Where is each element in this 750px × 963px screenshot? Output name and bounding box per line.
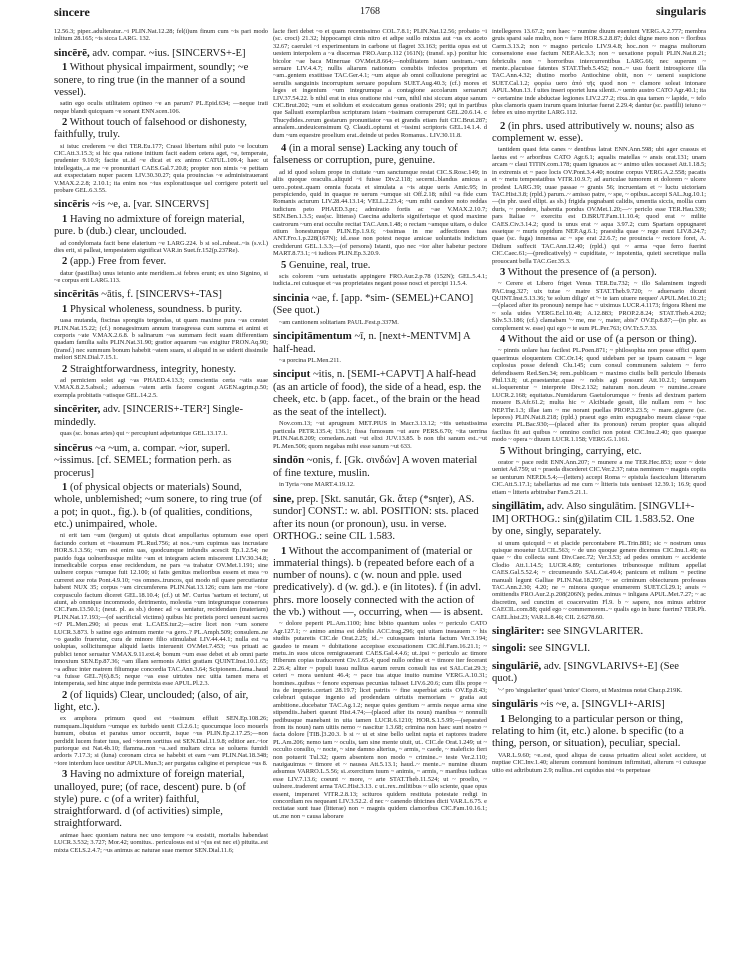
grammar-etymology: adv. [SINCERIS+-TER²] Single-mindedly. [54, 404, 243, 428]
citations: ~ Cerere et Libero friget Venus TER.Eu.732; ~ illo Salaminem ingredi PAC.trag.327; uix tutae ~ matre STAT.Theb.9.720; ~ aduersario dicunt QUINT.Inst.5.13.36; 'te solum diligo' et '~ te iam uiuere nequeo' APUL.Met.10.21;—(placed after its pronoun) nempe hac ~ uiximus LUCR.4.1173; frigora Rheni me ~ sola uides VERG.Ecl.10.48; A.12.883; PROP.2.8.24; STAT.Theb.4.202; Silv.5.3.186; (cf.) clamabam '~ me, me ~, mater, abis?' OV.Ep.8.87;—(in phr. as complement w. esse) qui ego ~ te sum PL.Per.763; OV.Tr.5.7.33. [492, 280, 706, 332]
dictionary-entry [492, 500, 706, 621]
citations: si unum quicquid ~ et placide percontabere PL.Trin.881; sic ~ nostrum unus quisque mouetur LUCIL.563; ~ de uno quoque genere dicemus CIC.Inu.1.49; ea quae ~ diu collecta sunt Div.Caec.72; Ver.3.53; ad pedes omnium ~ accidente Clodio Att.1.14.5; LUCR.4.89; centuriones tribunosque militum appellat CAES.Gal.5.52.4; ~ circumeundo SAL.Cat.49.4; panicum et milium ~ pectine manuali legunt Galliae PLIN.Nat.18.297; ~ se criminum obiecturum professus TAC.Ann.2.30; 4.20; ne ~ minora quoque enumerem SUET.Cl.29.1; anuis ~ omittendis FRO.Aur.2.p.208(206N); pedes..minus ~ inligans APUL.Met.7.27; ~ ac discretim, sed cunctim et coacervatim Fl.9. b ~ sapere, nos minus arbitror CAECIL.com.88; quid ego ~ commemorem..~ qualis ego in hunc fuerim? TER.Ph. CAEL.hist.23; VAR.L.8.46; CIL 2.6278.60. [492, 539, 706, 621]
citations: Nov.com.13; ~ut aprugnum MET.PIUS in Macr.3.13.12; ~itis uetustissima particula PETR.135.4; 136.1; fissa fumosum ~ut aure PERS.6.70; ~ita uerrina PLIN.Nat.8.209; comedam..nati ~ut elixi JUV.13.85. b non tibi sanum est..~ut PL.Men.506; quom negabas mihi esse sanum ~ut 633. [273, 420, 487, 450]
sense-definition [492, 714, 706, 751]
dictionary-entry [54, 403, 268, 437]
headword: sincēritās [54, 288, 99, 301]
grammar-etymology: ~ī, n. [next+-MENTVM] A half-head. [273, 331, 471, 355]
citations: orator ~ pace redit ENN.Ann.207; ~ munere a me TER.Hec.853; uxor ~ dote ueniet Ad.759; ut ~ praeda discederet CIC.Ver.2.37; ratus neminem ~ magnis copiis se uenturum NEP.Di.5.4;—(letters) accepi Roma ~ epistula fasciculum litterarum CIC.Att.5.17.1; tabellarius ad me cum ~ litteris tuis uenisset 12.39.1; 16.9; quod etiam ~ litteris arbitrabar Fam.5.21.1. [492, 458, 706, 496]
citations: in Tyria ~one MART.4.19.12. [279, 481, 355, 489]
sense-number: 1 [62, 62, 68, 74]
citations: ~a porcina PL.Men.211. [279, 357, 341, 365]
definition-text: (app.) Free from fever. [69, 256, 167, 268]
headword: sindōn [273, 454, 305, 467]
dictionary-entry [273, 368, 487, 450]
dictionary-entry [54, 288, 268, 399]
sense-definition [54, 62, 268, 99]
citations: ~am cantionem solitariam PAUL.Fest.p.337M. [279, 318, 399, 326]
citations: scis colorem ~um uetustatis appingere FRO.Aur.2.p.78 (152N); GEL.5.4.1; iudicia..rei cuiusque et ~as proprietates negant posse nosci et percipi 11.5.4. [273, 272, 487, 288]
entry-headline [273, 330, 487, 356]
sense-definition [54, 769, 268, 830]
sense-definition [492, 446, 706, 458]
grammar-etymology: ~a ~um, a. compar. ~ior, superl. ~issimus. [cf. SEMEL; formation perh. as procerus] [54, 442, 232, 479]
definition-text: (of physical objects or materials) Sound, whole, unblemished; ~um sonere, to ring true (of a pot; in quot., fig.). b (of qualities, conditions, etc.) unimpaired, whole. [54, 482, 262, 531]
dictionary-entry [273, 292, 487, 326]
dictionary-entry [492, 698, 706, 774]
grammar-etymology: ~itis, n. [SEMI-+CAPVT] A half-head (as an article of food), the side of a head, esp. the cheek, etc. b (app. facet., of the brain or the head as the seat of the intellect). [273, 369, 482, 418]
sense-number: 2 [500, 120, 506, 132]
dictionary-entry [492, 28, 706, 117]
entry-headline [273, 292, 487, 318]
citations: ex amphora primum quod est ~issimum effluit SEN.Ep.108.26; numquam..liquidum ~umque ex turbido uenit Cl.2.6.1; quocumque loco mouerls humum, obuius et paratus umor occurrit, isque ~us PLIN.Ep.2.17.25;—non perdidit lucem frater tuus, sed ~iorem sortitus est SEN.Dial.11.9.8; editior aer..~ior puriorque est Nat.4b.10; flamma..non ~a..sed multam circa se uoluens fumidi ardoris 7.17.3; si (luna) coronam circa se habebit et eam ~am PLIN.Nat.18.348; ~iore interdum luce uestitur APUL.Mun.3; aer purgatus caligine et perspicue ~us 8. [54, 715, 268, 767]
sense-definition [54, 482, 268, 531]
dictionary-entry [273, 330, 487, 364]
sense-number: 1 [62, 213, 68, 225]
sense-number: 2 [62, 256, 68, 268]
headword: sincērus [54, 441, 93, 454]
citations: satin ego oculis utilitatem optineo ~e an parum? PL.Epid.634; —neque irati neque blandi quicquam ~e sonant ENN.scen.106. [54, 100, 268, 115]
citations: '~' pro 'singulariter' quasi 'unice' Cicero, ut Maximus notat Char.p.219K. [498, 686, 683, 694]
citations: ad condylomata facit bene elaterium ~e LARG.224. b si sol..rubeat..~is (s.v.l.) dies erit, si palleat, tempestatem significat VAR.in Suet.fr.152(p.237Re). [54, 239, 268, 254]
entry-headline [273, 454, 487, 480]
sense-number: 2 [62, 117, 68, 129]
headword: sine, [273, 492, 295, 505]
headword: singlāriter: [492, 624, 545, 637]
dictionary-entry [492, 660, 706, 694]
headword: sincēris [54, 198, 90, 211]
headword: sinciput [273, 368, 311, 381]
sense-number: 1 [62, 482, 68, 494]
dictionary-entry [54, 442, 268, 854]
sense-number: 2 [62, 689, 68, 701]
definition-text: Without physical impairment, soundly; ~e sonere, to ring true (in the manner of a sound vessel). [54, 62, 249, 98]
continued-citations: intellegeres 13.67.2; non haec ~ numine diuum eueniunt VERG.A.2.777; membra gruis sparsi sale multo, non ~ farre HOR.S.2.8.87; dulci digne mero non ~ floribus Carm.3.13.2; non ~ magno periculo LIV.9.4.8; hoc..non ~ magna multorum consensione esse factum NEP.Alc.3.3; non ~ uexatione populi PLIN.Nat.8.21; febriculis non ~ horroribus intercurrentibus LARG.66; nec superum ~ mente..placuisse fatentes STAT.Theb.5.452; non..~ usu fuerit introspicere illa TAC.Ann.4.32; diutino morbo Antiochine obiit, non ~ ueneni suspicione SUET.Cal.1.2; φορέω uero ἀπό τῆς quod non ~ clamore soleat intonare APUL.Mun.13. f uites inseri oportet luna silenti..~ uento austro CATO Agr.40.1; ita ~ certamine inde abductae legiones LIV.2.27.2; rixa..in qua tamen ~ lapide, ~ telo plus clamoris quam irarum quam iniuriae fuerat 2.29.4; dantur (sc. pastilli) ieiuno ~ febre ex uino myrtite LARG.112. [492, 28, 706, 117]
sense-number: 1 [500, 713, 506, 725]
grammar-etymology: adv. compar. ~ius. [SINCERVS+-E] [92, 47, 246, 59]
sense-number: 3 [500, 266, 506, 278]
citations: quas (sc. bonas artes) qui ~ percupiunt adpetuntque GEL.13.17.1. [60, 430, 228, 438]
continued-citations: lacte fieri debet ~o et quam recentissimo COL.7.8.1; PLIN.Nat.12.56; probatio ~i (sc. croci) 21.32; hippocampi cinis nitro et adipe suillo mixtus aut ~us ex aceto 32.67; caerulei ~i experimentum in carbone ut flagret 33.163; peritia opus est ut uestem interpolem a ~a discernas FRO.Aur.p.112 (161N); (transf. sp.) ponitur hic bicolor ~ae baca Mineruae OV.Met.8.664;—nobilitatem istam uestram..~um seruare LIV.4.4.7; nullis aliarum nationum conubiis infectos proprium et ~am..gentem exstitisse TAC.Ger.4.1; ~um atque ab omni colluuione peregrini ac seruilis sanguinis incorruptum seruare populum SUET.Aug.40.3; (cf.) mores et leges et ingenium ~um integrumque a contagione accolarum seruarunt LIV.37.54.22. b nihil erat in eius oratione nisi ~um, nihil nisi siccum atque sanum CIC.Brut.202; ~um et solidum et exsiccatum genus orationis 291; qui in partibus que Sallusti exemplaribus scripturam istam ~issimam corruperunt GEL.20.6.14. c Thucydides..rerum gestarum pronuntiator ~us et grandis etiam fuit CIC.Brut.287; annalem..undeuicensimum Q. Claudi..optumi et ~issimi scriptoris GEL.14.1.4. d dum ~um equestre proelium erat..deinde ut pedes Romanus.. LIV.30.11.8. [273, 28, 487, 139]
running-head [0, 0, 750, 22]
page-number: 1768 [360, 6, 380, 17]
definition-text: Without touch of falsehood or dishonesty, faithfully, truly. [54, 117, 247, 141]
entry-headline [492, 500, 706, 539]
definition-text: (of liquids) Clear, unclouded; (also, of air, light, etc.). [54, 689, 249, 714]
running-head-right: singularis [655, 4, 706, 18]
entry-headline [492, 660, 706, 686]
sense-definition [54, 690, 268, 715]
sense-definition [54, 304, 268, 316]
sense-definition [273, 260, 487, 272]
citations: ni erit tam ~um (tergum) ut quiuis dicat ampullarius optumum esse operi faciundo corium et ~issumum PL.Rud.756; at nos..~um cupimus uas incrustare HOR.S.1.3.56; ~um est enim uas, quodcumque infundis acescit Ep.1.2.54; ne pauido fuga uolneribusque milite ~am et integram aciem miscerent LIV.30.34.8; inmedicabile corpus ense recidendum, ne pars ~a trahatur OV.Met.1.191; sine uulnere corpus ~umque fuit 12.100; si fatis genitus melioribus essem et mea ~o curreret axe rota Pont.4.9.10; ~os omnes..truncos, qui modo nil quare percutiantur habent NUX 35; corpus ~am circumferens PLIN.Nat.13.126; cum iam me ~iore corpusculo factum diceret GEL.18.10.4; (cf.) ut M'. Curius 'sartum et tectum', ut aiunt, ab omnique incommodo, detrimento, molestia ~um integrumque conserues CIC.Fam.13.50.1; (neut. pl. as sb.) donec ad ~a ueniatur, recidendam (materiam) PLIN.Nat.17.193;—(of sacrificial victims) quibus hic pretieis porci ueneunt sacres ~i? PL.Men.290; si pecus erat L.CAES.tur.2;—scire licet non ~um sonere LUCR.3.873. b satine ego animum mente ~a gero..? PL.Amph.509; consulem..ne ~o gaudio frueretur, cura de minore filio stimulabat LIV.44.44.1; nulla est ~a uoluptas, sollicitumque aliquid laetis interuenit OV.Met.7.453; ~us priuati ac publici tenor seruatur V.MAX.9.11.ext.4; bonum ~um esse debet et ab omni parte innoxium SEN.Ep.87.36; ~am illam sermonis Attici gratiam QUINT.Inst.10.1.65; ~a adhuc inter matrem filiumque concordia TAC.Ann.3.64; Scipionem..fama..haud ~a fuisse GEL.7(6).8.5; neque ~as esse uirtutes nec uitia tamen mera et intemperata, sed hinc atque inde permixta esse APUL.Pl.2.3. [54, 532, 268, 688]
dictionary-entry [273, 454, 487, 488]
sense-number: 4 [500, 334, 506, 346]
sense-definition [54, 256, 268, 268]
headword: singulāriē, [492, 659, 542, 672]
sense-number: 3 [62, 769, 68, 781]
dictionary-entry [273, 143, 487, 288]
headword: sincēriter, [54, 403, 101, 416]
citations: datur (pastillus) unus ieiunio ante meridiem..si febres erunt; ex uino Signino, si ~e corpus erit LARG.113. [54, 269, 268, 285]
headword: sincipitāmentum [273, 330, 352, 343]
citations: si istuc crederem ~e dici TER.Eu.177; Crassi libertum nihil puto ~e locutum CIC.Att.3.15.3; si hic qua ratione initium facit eadem cetera aget, ~e, temperate, prudenter 9.10.9; facite ut..id ~e dicat et ex animo CATUL.109.4; haec ut intellegatis,..a me ~e pronuntiari CAES.Gal.7.20.8; propter non nimis ~e petitam aut exspectatam nuper pacem LIV.30.30.27; quia prouincias ~e administrauerant V.MAX.2.2.8; 2.10.1; ita enim nos ~ius exploratiusque uel corrigere poterit uel probare GEL.6.3.55. [54, 142, 268, 195]
headword: singoli: [492, 642, 527, 655]
definition-text: Without the presence of (a person). [507, 266, 657, 278]
dictionary-entry [492, 625, 706, 639]
definition-text: Belonging to a particular person or thing, relating to him (it, etc.) alone. b specific (to a thing, person, or situation), peculiar, special. [492, 713, 684, 750]
entry-headline [54, 47, 268, 61]
entry-headline [54, 442, 268, 481]
sense-definition [54, 117, 268, 142]
entry-headline [492, 642, 706, 656]
entry-headline [492, 698, 706, 712]
citations: ~ dolore peperit PL.Am.1100; hinc bibito quantum uoles ~ periculo CATO Agr.127.1; ~ animo anima est debilis ACC.trag.296; qui uitam insuauem ~ his studiis putaretis CIC.de Orat.2.25; id..~ cuiusquam iniuria factum Ver.3.194; gaudeo te meam ~ dubitatione accepisse excusationem CIC.fil.Fam.16.21.1; ~ metu..in suos uicos remigrauerant CAES.Gal.4.4.6; ut..ipsi ~ periculo ac timore Hiberum copias traducerent Civ.1.65.4; quod nullo ordine et ~ timore iter fecerant 2.26.4; aliter ~ populi iussu nullius earum rerum consuli ius est SAL.Cat.29.3; ceteri ~ mora ueniunt 46.4; ~ pace tua atque inuito numine VERG.A.10.31; homines..quibus ~ fenore expensas pecunias tulisset LIV.6.20.6; cum illis prope ~ ira de imperio..certari 28.19.7; licet patriis ~ fine superbiat actis OV.Ep.8.43; celebrari quisque ingenio ad prodendam uirtutis memoriam ~ gratia aut ambitione..ducebatur TAC.Ag.1.2; neque quies gentium ~ armis neque arma sine stipendiis..haberi queunt Hist.4.74;—(placed after its noun) manibus ~ nonnulli pedibusque manebant in uita tamen LUCR.6.1210; HOR.S.1.5.99;—(separated from its noun) nam uitiis nemo ~ nascitur 1.3.68; crimina non haec sunt nostro ~ facta dolore [TIB.]3.20.3. b si ~ ui et sine bello uelint rapta et raptores tradere PL.Am.206; nemo tam ~ oculis, tam sine mente uiuit, ut.. CIC.de Orat.1.249; ut ~ occulto consilio, ~ nocte, ~ sine damno alterius, ~ armis, ~ caede, ~ maleficio fieri non potuerit Tul.32; quem absentem non modo ~ crimine..~ teste Ver.2.110; nauigauimus ~ timore et ~ nausea Att.5.13.1; haud..~ mente..~ numine diuum adsumus VARRO.L.5.56; si..exercitum tuum ~ animis, ~ armis, ~ manibus iudicas esse LIV.7.13.6; coeunt ~ more, ~ arte STAT.Theb.11.524; ut ~ proelio, ~ uulnere..traderent arma TAC.Hist.3.13. c ut..rex..militibus ~ ullo sciente, quae opus essent, imperaret VITR.2.8.13; scituros quidem restituta potestate redigi in concordiam res nequeant LIV.3.52.2. d nec ~ canendo tibicines dicti VAR.L.6.75. e recitatae sunt tuae (litterae) non ~ magnis quidem clamoribus CIC.Fam.10.16.1; ut..me non ~ causa laborare [273, 620, 487, 820]
citations: VAR.L.9.60; ~e..est, quod aliqua de causa priuatim alicui solet accidere, ut nuptiae CIC.Inv.1.40; alterum communi hominum infirmitati, alterum ~i cuiusque uitio est adtributum 2.9; nullius..rei cupidus nisi ~is perpetuae [492, 751, 706, 774]
headword: sincinia [273, 291, 310, 304]
sense-number: 5 [500, 445, 506, 457]
headword: sincērē, [54, 46, 90, 59]
grammar-etymology: see SINGVLARITER. [547, 625, 644, 637]
dictionary-entry [54, 198, 268, 284]
entry-headline [273, 368, 487, 419]
entry-headline [54, 198, 268, 212]
column-1 [54, 28, 268, 958]
definition-text: Without the aid or use of (a person or thing). [507, 334, 697, 346]
dictionary-entry [273, 28, 487, 139]
sense-definition [273, 143, 487, 168]
definition-text: Having no admixture of foreign material, pure. b (dub.) clear, unclouded. [54, 213, 245, 238]
citations: ad perniciem solet agi ~as PHAED.4.13.3; conscientia certa ~atis suae V.MAX.8.2.5.absol.; aduersus ~atem artis facere cogunt AGEN.agrim.p.50; exempla probitatis ~atisque GEL.14.2.5. [54, 377, 268, 399]
grammar-etymology: ~onis, f. [Gk. σινδών] A woven material of fine texture, muslin. [273, 455, 478, 479]
definition-text: Without the accompaniment of (material or immaterial things). b (repeated before each of a number of nouns). c (w. noun and pple. used predicatively). d (w. gd.). e (in litotes). f (in advl. phrs. more loosely connected with the action of the vb.) without —, occurring, when — is absent. [273, 545, 484, 618]
running-head-left: sincere [54, 5, 90, 19]
definition-text: Genuine, real, true. [288, 259, 371, 271]
continued-citations: 12.56.3; piper..adulteratur..~i PLIN.Nat.12.28; fel(i)um finum cum ~is pari modo inlitum 28.165; ~is sicca LARG. 132. [54, 28, 268, 43]
citations: animae haec quoniam natura nec uno tempore ~a exsistit, mortalis habendast LUCR.3.532; 3.727; Mor.42; uomitus.. periculosus est si ~(us est nec ei) pituita..est mixta CELS.2.4.7; ~us animus ac naturae suae memor SEN.Dial.11.6; [54, 831, 268, 854]
column-3 [492, 28, 706, 958]
sense-definition [54, 364, 268, 376]
grammar-etymology: ~is ~e, a. [var. SINCERVS] [92, 199, 209, 211]
sense-number: 1 [62, 303, 68, 315]
citations: tantidem quasi feta canes ~ dentibus latrat ENN.Ann.598; ubi ager crassus et laetus est ~ arboribus CATO Agr.6.1; aqualis matellas ~ ansis orat.131; unam arcam ~ claui TITIN.com.178; quam ignauos ac ~ animo uiles uocasset Att.1.18.5; in extremis et ~ pace locis OV.Pont.3.4.40; nouine corpus VERG.A.2.558; pacatis et ~ metu tempestatibus VITR.10.9.7; ad auriculae tumorem et dolorem ~ ulcere prodest LARG.39; uuae passae ~ granis 56; incruentam et ~ luctu uictoriam TAC.Hist.3.8; (rpld.) parum..~ amisso patre, ~ spe, ~ opibus..accepi SAL.Jug.10.1;—(in phr. used ellipt. as sb.) frigida pugnabant calidis, umentia siccis, mollia cum duris, ~ pondere, habentia pondus OV.Met.1.20;—~ periclo esse TER.Hau.339; pars Italiae ~ exercitu est D.BRUT.Fam.11.10.4; quod erat ~ milite CAES.Civ.3.14.2; quod is unus erat ~ aqua 3.97.2; cum Spartam oppugnaret essetque ~ muris oppidum NEP.Ag.6.1; praesidia quae ~ rege erant LIV.8.24.7; quae (sc. fuga) inmensa ac ~ spe erat 22.6.7; ne prouincia ~ rectore foret, A. Didium suffecit TAC.Ann.12.40; (rpld.) qui ~ arma ~que ferro fuerint CIC.Caec.61;—(predicatively) ~ cupiditate, ~ inpotentia, quieti secretique nulla prouocant bella TAC.Ger.35.3. [492, 146, 706, 265]
sense-definition [273, 546, 487, 620]
sense-number: 2 [62, 363, 68, 375]
dictionary-entry [54, 28, 268, 43]
entry-headline [54, 288, 268, 302]
entry-headline [54, 403, 268, 429]
sense-number: 4 [281, 143, 287, 155]
column-2 [273, 28, 487, 958]
grammar-etymology: adv. Also singulātim. [SINGVLI+-IM] ORTHOG.: sin(g)ilatim CIL 1.583.52. One by one, singly, separately. [492, 501, 695, 538]
dictionary-entry [492, 121, 706, 496]
grammar-etymology: prep. [Skt. sanutár, Gk. ἄτερ (*sn̥ter), AS. sundor] CONST.: w. abl. POSITION: sts. placed after its noun (or pronoun), usu. in verse. ORTHOG.: seine CIL 1.583. [273, 493, 479, 543]
definition-text: Without bringing, carrying, etc. [507, 445, 642, 457]
grammar-etymology: ~ae, f. [app. *sim- (SEMEL)+CANO] (See quot.) [273, 292, 474, 317]
headword: singulāris [492, 698, 538, 711]
definition-text: Having no admixture of foreign material, unalloyed, pure; (of race, descent) pure. b (of style) pure. c (of a writer) faithful, straightforward. d (of activities) simple, straightforward. [54, 769, 246, 830]
sense-number: 5 [281, 259, 287, 271]
sense-definition [492, 267, 706, 279]
grammar-etymology: see SINGVLI. [528, 643, 591, 655]
dictionary-entry [492, 642, 706, 656]
grammar-etymology: ~ātis, f. [SINCERVS+-TAS] [101, 289, 222, 301]
citations: uasa mutanda, fiscinas spongiis tergendas, ut quam maxime pura ~as constet PLIN.Nat.15.22; (cf.) nonagesimum annum transgressa cum summa et animi et corporis ~ate V.MAX.2.6.8. b salinarum ~as summam fecit suam differentiam quadam familia salis PLIN.Nat.31.90; gratior aquarum ~as exigitur FRON.Aq.90; (transf.) nec summum bonum habebit ~atem suam, si aliquid in se uiderit dissimile meliori SEN.Dial.7.15.1. [54, 317, 268, 362]
grammar-etymology: ~is ~e, a. [SINGVLI+-ARIS] [540, 699, 665, 711]
sense-definition [54, 214, 268, 239]
definition-text: Physical wholeness, soundness. b purity. [69, 303, 242, 315]
headword: singillātim, [492, 500, 545, 513]
entry-headline [492, 625, 706, 639]
sense-number: 1 [281, 545, 287, 557]
citations: ~ pinnis uolare hau facilest PL.Poen.871; ~ philosophia non posse effici quem quaerimus eloquentem CIC.Or.14; quod uidebam per se ipsam causam ~ lege coplosius posse defendi Clu.145; cum consul communem salutem ~ ferro defendissem Red.Sen.34; rem..publicam ~ maximo ciuilis belli periculo liberasis Phil.13.8; ut..praestantur..quae ~ nobis agi possunt Att.10.2.1; tamquam si..loquerentur ~ interprete Div.2.132; naturam non..deum ~ numine..creare LUCR.2.168; equitatus..Numidarum Gaetulorumque ~ frenis ad dextram partem mouere B.Afr.61.2; multa hic ~ Alcibiade gessit, ille nullam rem ~ hoc NEP.Thr.1.3; illae iam ~ me norant puellas PROP.3.23.5; ~ mare..gignere (sc. lepores) PLIN.Nat.8.218; (rpld.) praeut ego enim expugnabo meum classe ~que exercitu PL.Bac.930;—(placed after its pronoun) rerum propter quas aliquid facilius fit aut quibus ~ omnino confici non potest CIC.Inu.2.40; quo quaeque modo ~ opera ~ diuum LUCR.1.158; VERG.G.1.161. [492, 347, 706, 444]
dictionary-entry [273, 493, 487, 821]
sense-definition [492, 121, 706, 146]
dictionary-entry [54, 47, 268, 195]
grammar-etymology: adv. [SINGVLARIVS+-E] (See quot.) [492, 660, 679, 685]
entry-headline [273, 493, 487, 544]
citations: ad id quod solum prope in ciuitate ~um sanctumque restat CIC.S.Rosc.149; in aliis quoque oraculis..aliquid ~i fuisse Div.2.118; secerni..blandus amicus a uero..potest..quam omnia fucata et simulata a ~is atque ueris Amic.95; in perspiciendo, quid in quaque re uerum ~umque sit Off.2.18; nihil ~a fide cum Romanis acturum LIV.28.44.13.14; VELL.2.23.4; ~um mihi candore noto reddas iudicium peto PHAED.3.pr.; admiratio fortis ac ~ae V.MAX.2.10.7; SEN.Ben.1.3.5; eas(sc. litteras) Caecina adulteris signiferisque et quod maxime castrorum ~um erat occulte recitat TAC.Ann.1.48; o rectam ~amque uitam, o dulce otium honestumque PLIN.Ep.1.9.6; ~issimas in me adfectiones tuas ANT.Fro.1.p.228(167N); id..esse non potest neque amicae uoluntatis indicium crediderunt GEL.1.3.3;—(of persons) Istanti, quo nec ~ior alter habetur pectore MART.8.73.1; ~i iudices PLIN.Ep.3.20.9. [273, 168, 487, 258]
sense-definition [492, 334, 706, 346]
definition-text: Straightforwardness, integrity, honesty. [69, 363, 236, 375]
definition-text: (in phrs. used attributively w. nouns; also as complement w. esse). [492, 120, 695, 145]
definition-text: (in a moral sense) Lacking any touch of falseness or corruption, pure, genuine. [273, 143, 458, 167]
